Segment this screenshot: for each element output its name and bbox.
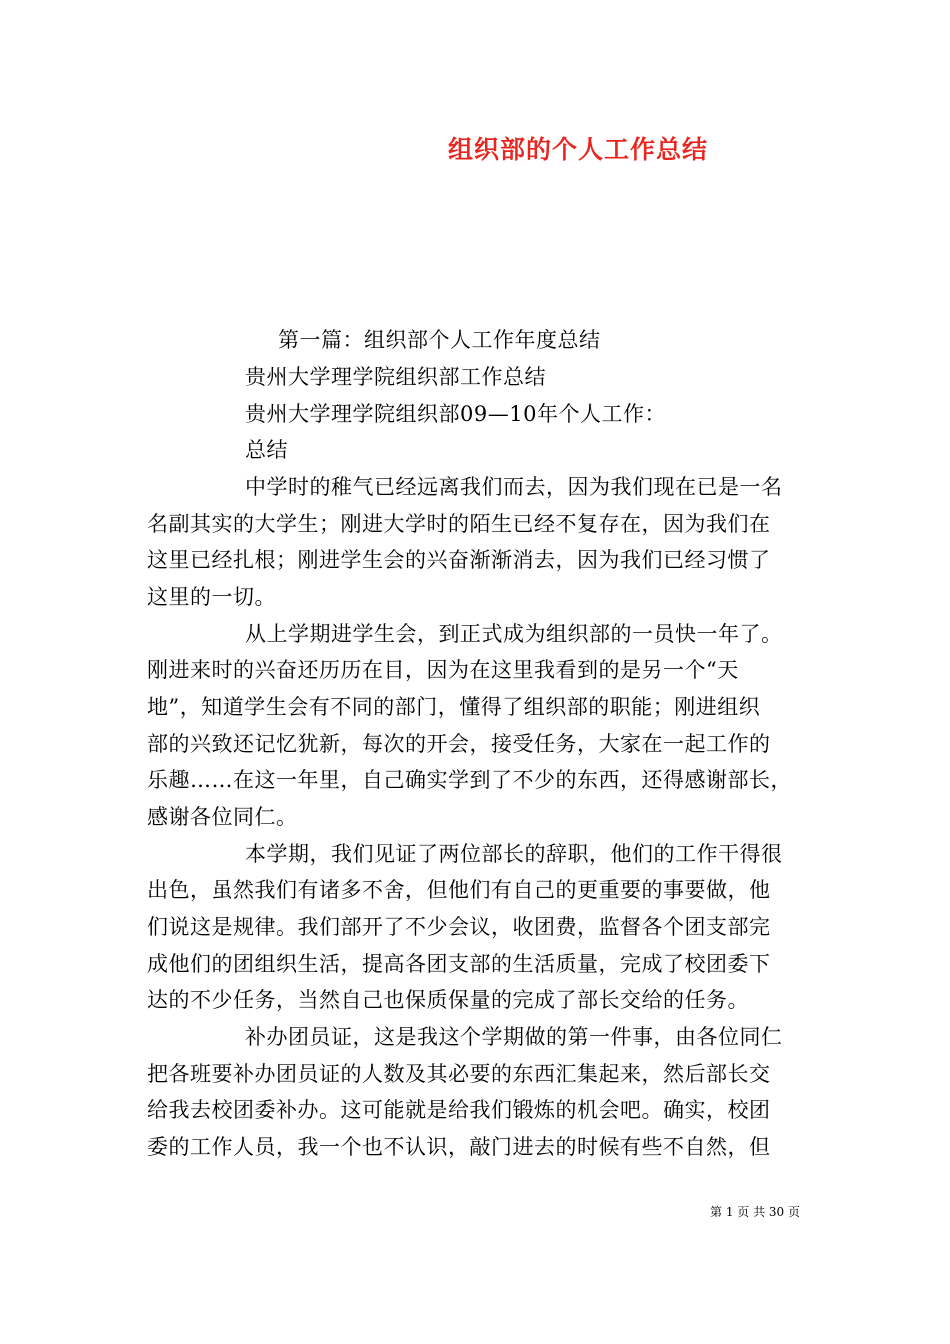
text-line: 把各班要补办团员证的人数及其必要的东西汇集起来，然后部长交 bbox=[147, 1062, 771, 1086]
text-line: 刚进来时的兴奋还历历在目，因为在这里我看到的是另一个“天 bbox=[147, 658, 739, 682]
text-line: 从上学期进学生会，到正式成为组织部的一员快一年了。 bbox=[245, 622, 783, 646]
text-line: 们说这是规律。我们部开了不少会议，收团费，监督各个团支部完 bbox=[147, 915, 771, 939]
text-line: 中学时的稚气已经远离我们而去，因为我们现在已是一名 bbox=[245, 475, 783, 499]
text-line: 成他们的团组织生活，提高各团支部的生活质量，完成了校团委下 bbox=[147, 952, 771, 976]
text-line: 出色，虽然我们有诸多不舍，但他们有自己的更重要的事要做，他 bbox=[147, 878, 771, 902]
text-line: 贵州大学理学院组织部09—10年个人工作： bbox=[245, 402, 666, 426]
text-line: 乐趣……在这一年里，自己确实学到了不少的东西，还得感谢部长， bbox=[147, 768, 792, 792]
text-line: 部的兴致还记忆犹新，每次的开会，接受任务，大家在一起工作的 bbox=[147, 732, 771, 756]
page-footer: 第 1 页 共 30 页 bbox=[710, 1205, 800, 1219]
text-line: 第一篇：组织部个人工作年度总结 bbox=[278, 328, 601, 352]
text-line: 本学期，我们见证了两位部长的辞职，他们的工作干得很 bbox=[245, 842, 783, 866]
page-title: 组织部的个人工作总结 bbox=[448, 135, 709, 164]
text-line: 委的工作人员，我一个也不认识，敲门进去的时候有些不自然，但 bbox=[147, 1135, 771, 1159]
text-line: 这里已经扎根；刚进学生会的兴奋渐渐消去，因为我们已经习惯了 bbox=[147, 548, 771, 572]
text-line: 名副其实的大学生；刚进大学时的陌生已经不复存在，因为我们在 bbox=[147, 512, 771, 536]
text-line: 补办团员证，这是我这个学期做的第一件事，由各位同仁 bbox=[245, 1025, 783, 1049]
text-line: 给我去校团委补办。这可能就是给我们锻炼的机会吧。确实，校团 bbox=[147, 1098, 771, 1122]
text-line: 地”，知道学生会有不同的部门，懂得了组织部的职能；刚进组织 bbox=[147, 695, 761, 719]
text-line: 这里的一切。 bbox=[147, 585, 276, 609]
text-line: 总结 bbox=[245, 438, 288, 462]
text-line: 贵州大学理学院组织部工作总结 bbox=[245, 365, 546, 389]
text-line: 达的不少任务，当然自己也保质保量的完成了部长交给的任务。 bbox=[147, 988, 749, 1012]
text-line: 感谢各位同仁。 bbox=[147, 805, 298, 829]
